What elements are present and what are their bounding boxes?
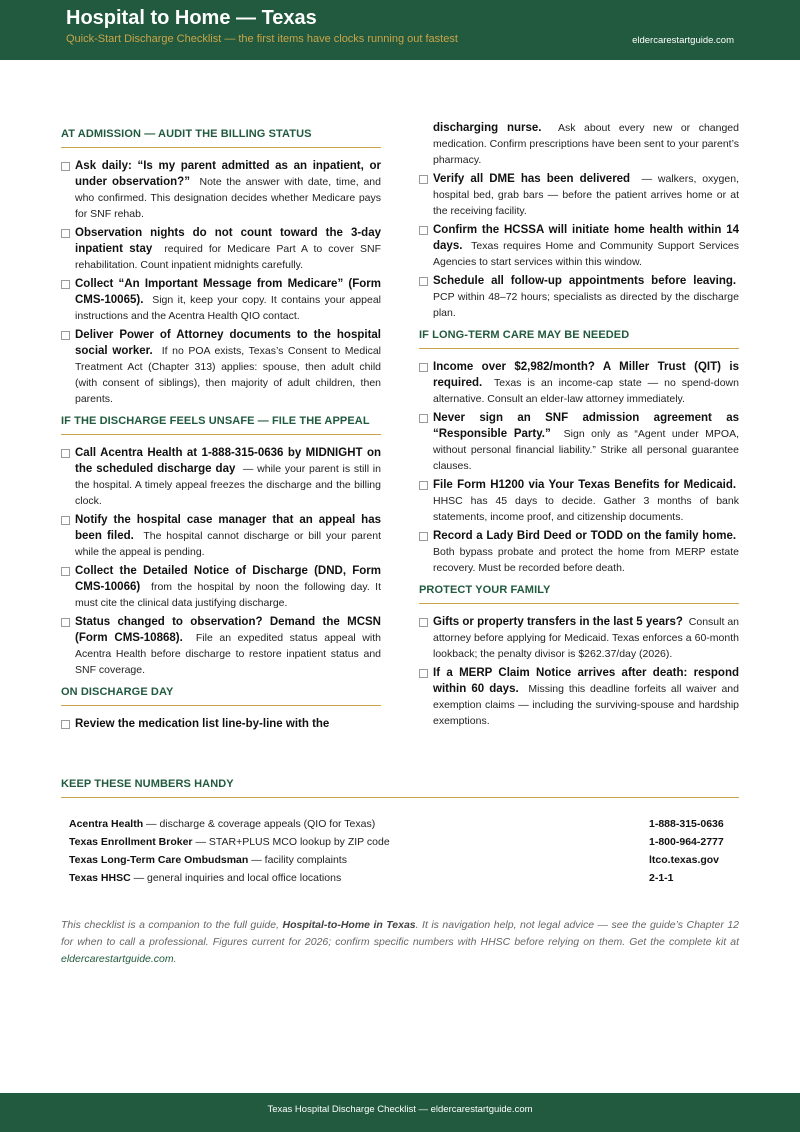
contact-name: Texas Enrollment Broker (69, 836, 193, 848)
checklist-item (61, 614, 381, 678)
item-text: Missing this deadline forfeits all waiver and exemption claims — including the surviving-spouse and hardship exemptions. (433, 683, 739, 727)
item-text: PCP within 48–72 hours; specialists as directed by the discharge plan. (433, 291, 739, 319)
checklist-item (61, 276, 381, 324)
checkbox[interactable] (61, 720, 70, 729)
section-heading-discharge-day: ON DISCHARGE DAY (61, 686, 381, 706)
item-title: Deliver Power of Attorney documents to the hospital social worker. (75, 329, 381, 357)
item-title: Status changed to observation? Demand the MCSN (Form CMS-10868). (75, 616, 381, 644)
checklist-item (419, 528, 739, 576)
item-text: Both bypass probate and protect the home from MERP estate recovery. Must be recorded before death. (433, 546, 739, 574)
item-text: Consult an attorney before applying for Medicaid. Texas enforces a 60-month lookback; the penalty divisor is $262.37/day (2026). (433, 616, 740, 660)
checklist-item (419, 410, 739, 474)
section-heading-admission: AT ADMISSION — AUDIT THE BILLING STATUS (61, 128, 381, 148)
checkbox[interactable] (419, 226, 428, 235)
checkbox[interactable] (61, 229, 70, 238)
checklist-item (61, 445, 381, 509)
item-title: Record a Lady Bird Deed or TODD on the family home. (433, 530, 737, 542)
item-title: If a MERP Claim Notice arrives after death: respond within 60 days. (433, 667, 739, 695)
item-text: The hospital cannot discharge or bill your parent while the appeal is pending. (75, 530, 381, 558)
right-column (419, 120, 739, 732)
contact-value[interactable]: 1-888-315-0636 (649, 818, 724, 830)
left-column (61, 120, 381, 735)
contact-name: Acentra Health (69, 818, 144, 830)
item-text: HHSC has 45 days to decide. Gather 3 months of bank statements, income proof, and citizenship documents. (433, 495, 739, 523)
checkbox[interactable] (61, 280, 70, 289)
header-site-link[interactable]: eldercarestartguide.com (632, 35, 734, 46)
checkbox[interactable] (419, 669, 428, 678)
page-footer (0, 1093, 800, 1132)
checklist-item (61, 716, 381, 732)
footnote-text: . It is navigation help, not legal advice — see the guide’s Chapter 12 for when to call a professional. Figures current for 2026; confirm specific numbers with HHSC before relying on them. Get the complete kit at (61, 919, 739, 948)
checkbox[interactable] (419, 277, 428, 286)
checkbox[interactable] (419, 175, 428, 184)
footnote-text: This checklist is a companion to the full guide, (61, 919, 283, 931)
item-title: Call Acentra Health at 1-888-315-0636 by MIDNIGHT on the scheduled discharge day (75, 447, 381, 475)
item-title: Verify all DME has been delivered (433, 173, 631, 185)
footnote (61, 917, 739, 968)
checkbox[interactable] (419, 363, 428, 372)
item-title: Collect the Detailed Notice of Discharge (DND, Form CMS-10066) (75, 565, 381, 593)
section-heading-protect-family: PROTECT YOUR FAMILY (419, 584, 739, 604)
checklist-item (419, 359, 739, 407)
item-text: Sign it, keep your copy. It contains your appeal instructions and the Acentra Health QIO contact. (75, 294, 381, 322)
section-heading-appeal: IF THE DISCHARGE FEELS UNSAFE — FILE THE APPEAL (61, 415, 381, 435)
checklist-item (419, 171, 739, 219)
page-title: Hospital to Home — Texas (66, 7, 317, 29)
contact-desc: — discharge & coverage appeals (QIO for Texas) (146, 818, 376, 830)
item-text: from the hospital by noon the following day. It must cite the clinical data justifying discharge. (75, 581, 381, 609)
contact-row (61, 872, 739, 890)
numbers-section (61, 778, 739, 890)
checklist-item (419, 273, 739, 321)
item-title: File Form H1200 via Your Texas Benefits for Medicaid. (433, 479, 737, 491)
item-title: Notify the hospital case manager that an appeal has been filed. (75, 514, 381, 542)
item-title: discharging nurse. (433, 122, 542, 134)
checklist-item (419, 614, 739, 662)
contact-desc: — STAR+PLUS MCO lookup by ZIP code (195, 836, 390, 848)
checklist-item (419, 477, 739, 525)
contact-desc: — facility complaints (251, 854, 347, 866)
item-text: required for Medicare Part A to cover SNF rehabilitation. Count inpatient midnights carefully. (75, 243, 381, 271)
checkbox[interactable] (61, 162, 70, 171)
page-header (0, 0, 800, 60)
footnote-text: . (173, 953, 177, 965)
item-text: — walkers, oxygen, hospital bed, grab bars — before the patient arrives home or at the receiving facility. (433, 173, 739, 217)
contact-name: Texas HHSC (69, 872, 131, 884)
checklist-item (61, 512, 381, 560)
checklist-item (61, 327, 381, 407)
checkbox[interactable] (61, 567, 70, 576)
footer-text: Texas Hospital Discharge Checklist — eldercarestartguide.com (267, 1104, 533, 1115)
checklist-item (61, 563, 381, 611)
checkbox[interactable] (61, 516, 70, 525)
checklist-item (419, 222, 739, 270)
checkbox[interactable] (61, 331, 70, 340)
item-text: Texas requires Home and Community Support Services Agencies to start services within this window. (433, 240, 739, 268)
contact-value[interactable]: 2-1-1 (649, 872, 674, 884)
item-text: File an expedited status appeal with Acentra Health before discharge to restore inpatient status and SNF coverage. (75, 632, 381, 676)
item-text: Texas is an income-cap state — no spend-down alternative. Consult an elder-law attorney immediately. (433, 377, 739, 405)
item-title: Ask daily: “Is my parent admitted as an inpatient, or under observation?” (75, 160, 381, 188)
checkbox[interactable] (419, 618, 428, 627)
item-text: If no POA exists, Texas’s Consent to Medical Treatment Act (Chapter 313) applies: spouse, then adult child (with consent of siblings), then majority of adult children, then parents. (75, 345, 381, 405)
page-subtitle: Quick-Start Discharge Checklist — the first items have clocks running out fastest (66, 33, 458, 45)
contact-row (61, 854, 739, 872)
checkbox[interactable] (419, 532, 428, 541)
item-text: Ask about every new or changed medication. Confirm prescriptions have been sent to your parent’s pharmacy. (433, 122, 739, 166)
item-title: Review the medication list line-by-line with the (75, 718, 330, 730)
item-title: Never sign an SNF admission agreement as “Responsible Party.” (433, 412, 739, 440)
checkbox[interactable] (61, 449, 70, 458)
footnote-link[interactable]: eldercarestartguide.com (61, 953, 174, 965)
checklist-item (61, 225, 381, 273)
item-title: Collect “An Important Message from Medicare” (Form CMS-10065). (75, 278, 381, 306)
item-title: Gifts or property transfers in the last 5 years? (433, 616, 683, 628)
contact-row (61, 818, 739, 836)
item-title: Income over $2,982/month? A Miller Trust (QIT) is required. (433, 361, 739, 389)
checkbox[interactable] (419, 481, 428, 490)
contact-name: Texas Long-Term Care Ombudsman (69, 854, 249, 866)
section-heading-long-term-care: IF LONG-TERM CARE MAY BE NEEDED (419, 329, 739, 349)
guide-title: Hospital-to-Home in Texas (282, 919, 416, 931)
checklist-item (61, 158, 381, 222)
checklist-item (419, 665, 739, 729)
contact-desc: — general inquiries and local office locations (133, 872, 342, 884)
section-heading-numbers: KEEP THESE NUMBERS HANDY (61, 778, 739, 798)
item-text: — while your parent is still in the hospital. A timely appeal freezes the discharge and the billing clock. (75, 463, 381, 507)
item-title: Observation nights do not count toward the 3-day inpatient stay (75, 227, 381, 255)
item-title: Confirm the HCSSA will initiate home health within 14 days. (433, 224, 739, 252)
checkbox[interactable] (61, 618, 70, 627)
contact-value[interactable]: ltco.texas.gov (649, 854, 720, 866)
item-text: Sign only as “Agent under MPOA, without personal financial liability.” Strike all personal guarantee clauses. (433, 428, 739, 472)
checklist-item-continued (419, 120, 739, 168)
contact-row (61, 836, 739, 854)
contact-value[interactable]: 1-800-964-2777 (649, 836, 724, 848)
checkbox[interactable] (419, 414, 428, 423)
item-title: Schedule all follow-up appointments before leaving. (433, 275, 737, 287)
item-text: Note the answer with date, time, and who confirmed. This designation decides whether Medicare pays for SNF rehab. (75, 176, 381, 220)
